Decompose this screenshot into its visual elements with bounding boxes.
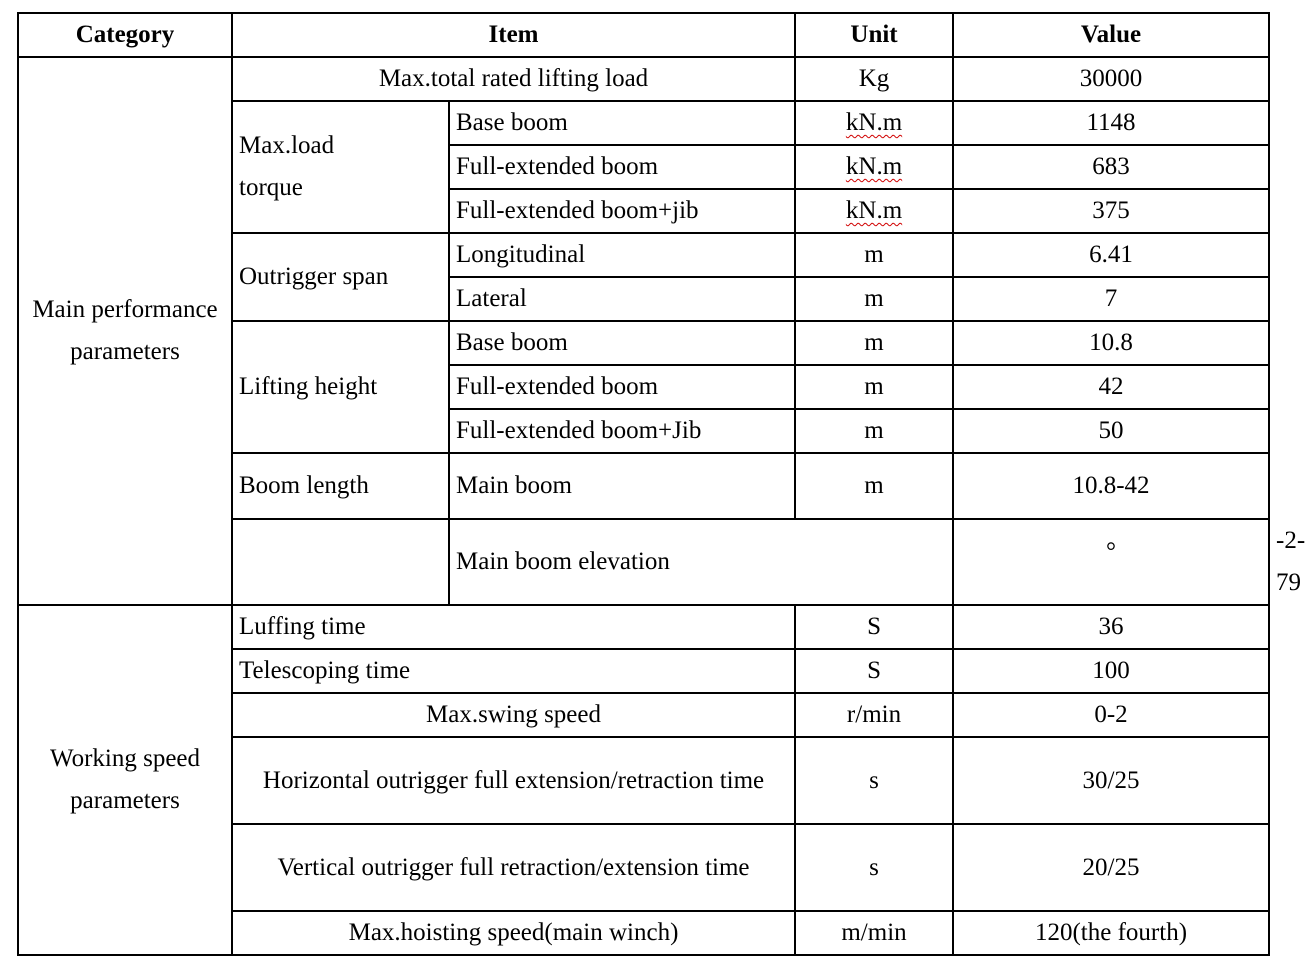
- unit-cell: m/min: [795, 911, 953, 955]
- item-cell: Telescoping time: [232, 649, 795, 693]
- unit-cell: S: [795, 649, 953, 693]
- value-cell: 7: [953, 277, 1269, 321]
- value-cell: 1148: [953, 101, 1269, 145]
- header-category: Category: [18, 13, 232, 57]
- table-row: Main boom elevation ° -2-79: [18, 519, 1269, 605]
- unit-cell: Kg: [795, 57, 953, 101]
- item-cell: Lateral: [449, 277, 795, 321]
- group-load-torque: [232, 101, 449, 233]
- value-cell: 120(the fourth): [953, 911, 1269, 955]
- degree-unit: °: [1106, 538, 1117, 565]
- unit-cell: S: [795, 605, 953, 649]
- item-cell: Main boom: [449, 453, 795, 519]
- unit-cell: m: [795, 321, 953, 365]
- value-cell: 42: [953, 365, 1269, 409]
- item-cell: Longitudinal: [449, 233, 795, 277]
- category-main: [18, 57, 232, 605]
- header-value: Value: [953, 13, 1269, 57]
- empty-category-cell: [232, 519, 449, 605]
- item-cell: Full-extended boom+jib: [449, 189, 795, 233]
- table-row: [18, 605, 1269, 649]
- item-text: Horizontal outrigger full extension/retraction time: [262, 766, 765, 794]
- unit-cell: m: [795, 233, 953, 277]
- unit-cell: m: [795, 409, 953, 453]
- value-cell: 10.8-42: [953, 453, 1269, 519]
- item-cell: Max.hoisting speed(main winch): [232, 911, 795, 955]
- item-cell: Main boom elevation: [449, 519, 953, 605]
- item-cell: Full-extended boom+Jib: [449, 409, 795, 453]
- value-cell: 30000: [953, 57, 1269, 101]
- value-cell: 36: [953, 605, 1269, 649]
- unit-cell: m: [795, 453, 953, 519]
- value-cell: 6.41: [953, 233, 1269, 277]
- value-cell: 683: [953, 145, 1269, 189]
- unit-cell: [953, 519, 1269, 605]
- header-unit: Unit: [795, 13, 953, 57]
- header-row: [18, 13, 1269, 57]
- unit-cell: r/min: [795, 693, 953, 737]
- unit-cell: [795, 189, 953, 233]
- unit-cell: m: [795, 277, 953, 321]
- value-cell: 100: [953, 649, 1269, 693]
- item-cell: Full-extended boom: [449, 145, 795, 189]
- unit-text: kN.m: [845, 109, 903, 136]
- category-working-label: Working speed parameters: [49, 745, 201, 814]
- category-working: [18, 605, 232, 955]
- value-cell: 0-2: [953, 693, 1269, 737]
- item-cell: Base boom: [449, 321, 795, 365]
- category-main-label: Main performance parameters: [32, 296, 218, 365]
- item-text: Vertical outrigger full retraction/extension time: [277, 853, 750, 881]
- item-cell: [232, 824, 795, 911]
- unit-cell: [795, 101, 953, 145]
- unit-text: kN.m: [845, 153, 903, 180]
- item-cell: Luffing time: [232, 605, 795, 649]
- value-cell: 10.8: [953, 321, 1269, 365]
- table-row: [18, 57, 1269, 101]
- unit-text: kN.m: [845, 197, 903, 224]
- item-cell: Max.total rated lifting load: [232, 57, 795, 101]
- unit-cell: s: [795, 737, 953, 824]
- value-cell: 50: [953, 409, 1269, 453]
- item-cell: Full-extended boom: [449, 365, 795, 409]
- item-cell: [232, 737, 795, 824]
- unit-cell: s: [795, 824, 953, 911]
- value-cell: 30/25: [953, 737, 1269, 824]
- group-boom-length: Boom length: [232, 453, 449, 519]
- spec-table: [17, 12, 1305, 956]
- unit-cell: m: [795, 365, 953, 409]
- header-item: Item: [232, 13, 795, 57]
- value-cell: 20/25: [953, 824, 1269, 911]
- group-lifting-height: Lifting height: [232, 321, 449, 453]
- group-load-torque-label: Max.load torque: [239, 132, 335, 201]
- unit-cell: [795, 145, 953, 189]
- item-cell: Max.swing speed: [232, 693, 795, 737]
- value-cell: 375: [953, 189, 1269, 233]
- group-outrigger-span: Outrigger span: [232, 233, 449, 321]
- item-cell: Base boom: [449, 101, 795, 145]
